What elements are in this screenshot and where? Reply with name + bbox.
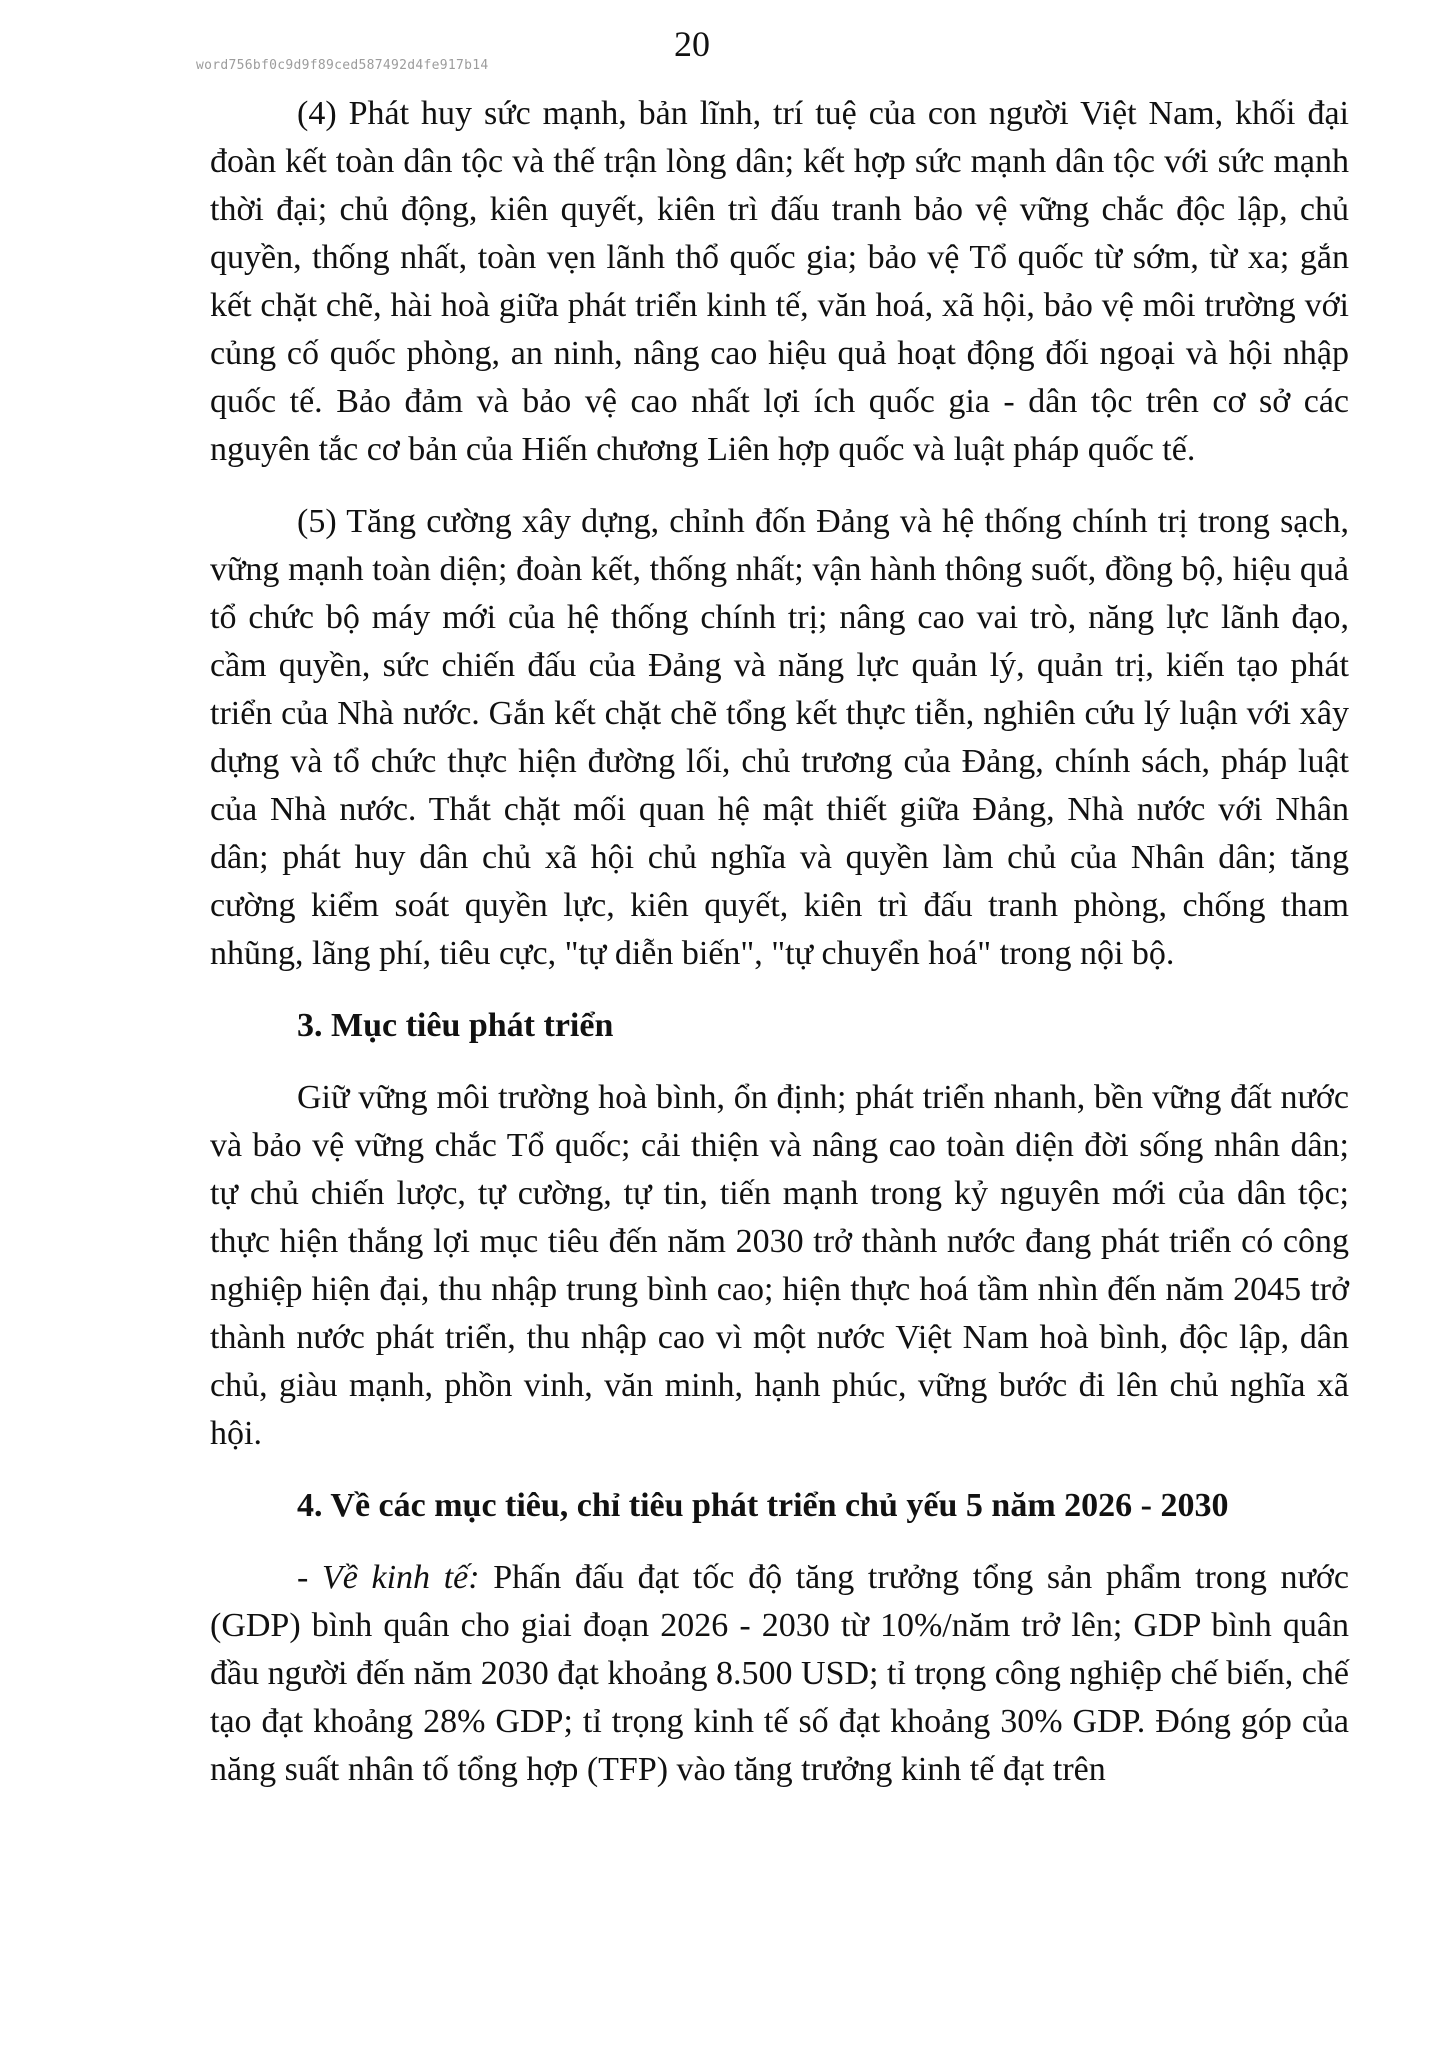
- heading-section-3: 3. Mục tiêu phát triển: [297, 1007, 614, 1044]
- paragraph-economy-lead: - Về kinh tế:: [297, 1559, 480, 1596]
- paragraph-development-goal: Giữ vững môi trường hoà bình, ổn định; phát triển nhanh, bền vững đất nước và bảo vệ vững chắc Tổ quốc; cải thiện và nâng cao toàn diện đời sống nhân dân; tự chủ chiến lược, tự cường, tự tin, tiến mạnh trong kỷ nguyên mới của dân tộc; thực hiện thắng lợi mục tiêu đến năm 2030 trở thành nước đang phát triển có công nghiệp hiện đại, thu nhập trung bình cao; hiện thực hoá tầm nhìn đến năm 2045 trở thành nước phát triển, thu nhập cao vì một nước Việt Nam hoà bình, độc lập, dân chủ, giàu mạnh, phồn vinh, văn minh, hạnh phúc, vững bước đi lên chủ nghĩa xã hội.: [210, 1079, 1349, 1452]
- paragraph-4: (4) Phát huy sức mạnh, bản lĩnh, trí tuệ của con người Việt Nam, khối đại đoàn kết toàn dân tộc và thế trận lòng dân; kết hợp sức mạnh dân tộc với sức mạnh thời đại; chủ động, kiên quyết, kiên trì đấu tranh bảo vệ vững chắc độc lập, chủ quyền, thống nhất, toàn vẹn lãnh thổ quốc gia; bảo vệ Tổ quốc từ sớm, từ xa; gắn kết chặt chẽ, hài hoà giữa phát triển kinh tế, văn hoá, xã hội, bảo vệ môi trường với củng cố quốc phòng, an ninh, nâng cao hiệu quả hoạt động đối ngoại và hội nhập quốc tế. Bảo đảm và bảo vệ cao nhất lợi ích quốc gia - dân tộc trên cơ sở các nguyên tắc cơ bản của Hiến chương Liên hợp quốc và luật pháp quốc tế.: [210, 95, 1349, 468]
- paragraph-5: (5) Tăng cường xây dựng, chỉnh đốn Đảng và hệ thống chính trị trong sạch, vững mạnh toàn diện; đoàn kết, thống nhất; vận hành thông suốt, đồng bộ, hiệu quả tổ chức bộ máy mới của hệ thống chính trị; nâng cao vai trò, năng lực lãnh đạo, cầm quyền, sức chiến đấu của Đảng và năng lực quản lý, quản trị, kiến tạo phát triển của Nhà nước. Gắn kết chặt chẽ tổng kết thực tiễn, nghiên cứu lý luận với xây dựng và tổ chức thực hiện đường lối, chủ trương của Đảng, chính sách, pháp luật của Nhà nước. Thắt chặt mối quan hệ mật thiết giữa Đảng, Nhà nước với Nhân dân; phát huy dân chủ xã hội chủ nghĩa và quyền làm chủ của Nhân dân; tăng cường kiểm soát quyền lực, kiên quyết, kiên trì đấu tranh phòng, chống tham nhũng, lãng phí, tiêu cực, "tự diễn biến", "tự chuyển hoá" trong nội bộ.: [210, 503, 1349, 972]
- watermark-text: word756bf0c9d9f89ced587492d4fe917b14: [196, 58, 489, 73]
- page-number: 20: [674, 24, 710, 64]
- page-body: [210, 90, 1349, 1794]
- paragraph-economy: [210, 1554, 1349, 1794]
- paragraph-economy-body: Phấn đấu đạt tốc độ tăng trưởng tổng sản phẩm trong nước (GDP) bình quân cho giai đoạn 2026 - 2030 từ 10%/năm trở lên; GDP bình quân đầu người đến năm 2030 đạt khoảng 8.500 USD; tỉ trọng công nghiệp chế biến, chế tạo đạt khoảng 28% GDP; tỉ trọng kinh tế số đạt khoảng 30% GDP. Đóng góp của năng suất nhân tố tổng hợp (TFP) vào tăng trưởng kinh tế đạt trên: [210, 1559, 1350, 1788]
- heading-section-4: 4. Về các mục tiêu, chỉ tiêu phát triển chủ yếu 5 năm 2026 - 2030: [297, 1487, 1229, 1524]
